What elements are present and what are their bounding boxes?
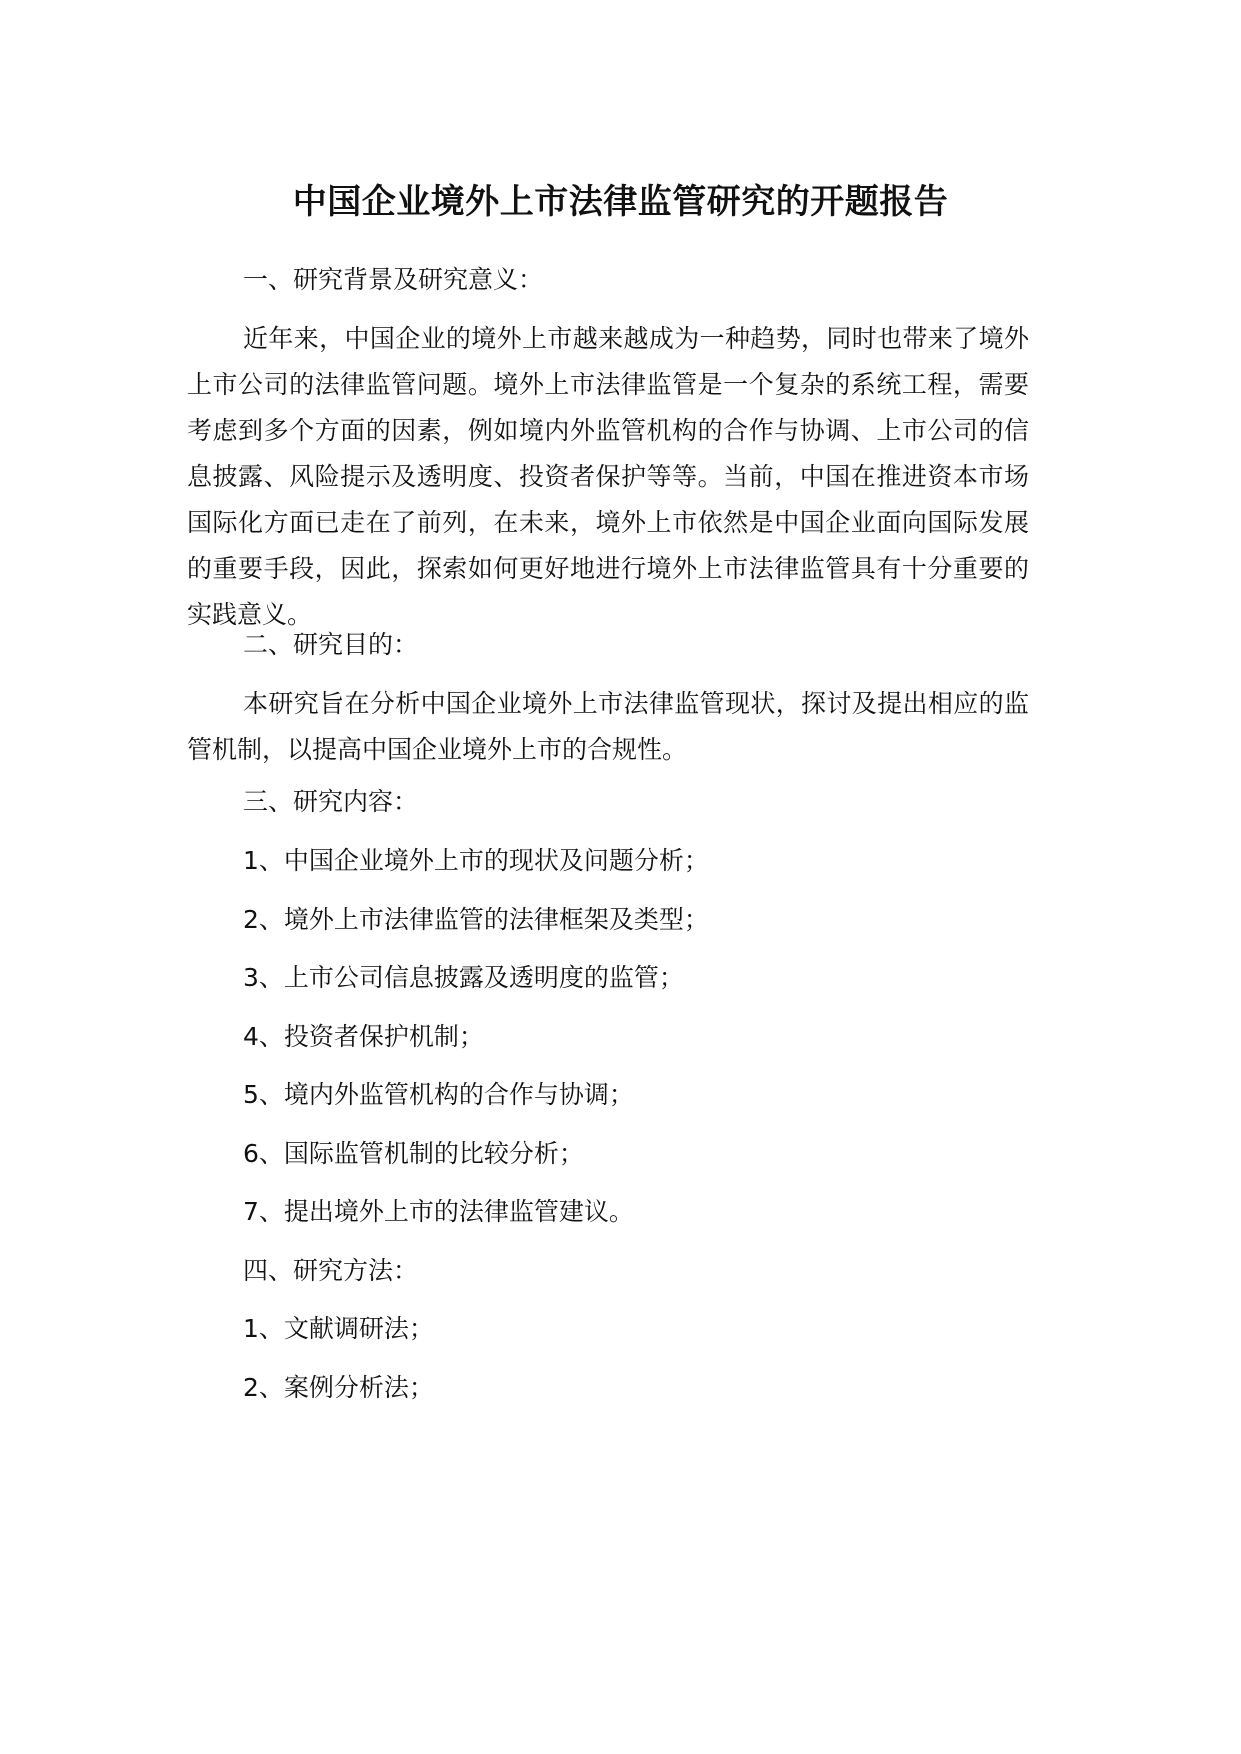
list-item: 7、提出境外上市的法律监管建议。 xyxy=(243,1197,634,1226)
list-item: 4、投资者保护机制； xyxy=(243,1022,484,1051)
paragraph-background: 近年来，中国企业的境外上市越来越成为一种趋势，同时也带来了境外上市公司的法律监管问题。境外上市法律监管是一个复杂的系统工程，需要考虑到多个方面的因素，例如境内外监管机构的合作与协调、上市公司的信息披露、风险提示及透明度、投资者保护等等。当前，中国在推进资本市场国际化方面已走在了前列，在未来，境外上市依然是中国企业面向国际发展的重要手段，因此，探索如何更好地进行境外上市法律监管具有十分重要的实践意义。 xyxy=(187,324,1029,629)
section-heading-purpose: 二、研究目的： xyxy=(243,630,419,659)
list-item: 3、上市公司信息披露及透明度的监管； xyxy=(243,963,684,992)
section-heading-background: 一、研究背景及研究意义： xyxy=(243,265,544,294)
list-item: 6、国际监管机制的比较分析； xyxy=(243,1139,584,1168)
paragraph-purpose: 本研究旨在分析中国企业境外上市法律监管现状，探讨及提出相应的监管机制，以提高中国企业境外上市的合规性。 xyxy=(187,689,1029,764)
list-item: 5、境内外监管机构的合作与协调； xyxy=(243,1080,634,1109)
section-heading-methods: 四、研究方法： xyxy=(243,1256,419,1285)
document-title: 中国企业境外上市法律监管研究的开题报告 xyxy=(292,182,949,222)
list-item: 2、案例分析法； xyxy=(243,1373,434,1402)
section-heading-content: 三、研究内容： xyxy=(243,787,419,816)
list-item: 1、文献调研法； xyxy=(243,1314,434,1343)
list-item: 1、中国企业境外上市的现状及问题分析； xyxy=(243,846,709,875)
list-item: 2、境外上市法律监管的法律框架及类型； xyxy=(243,905,709,934)
